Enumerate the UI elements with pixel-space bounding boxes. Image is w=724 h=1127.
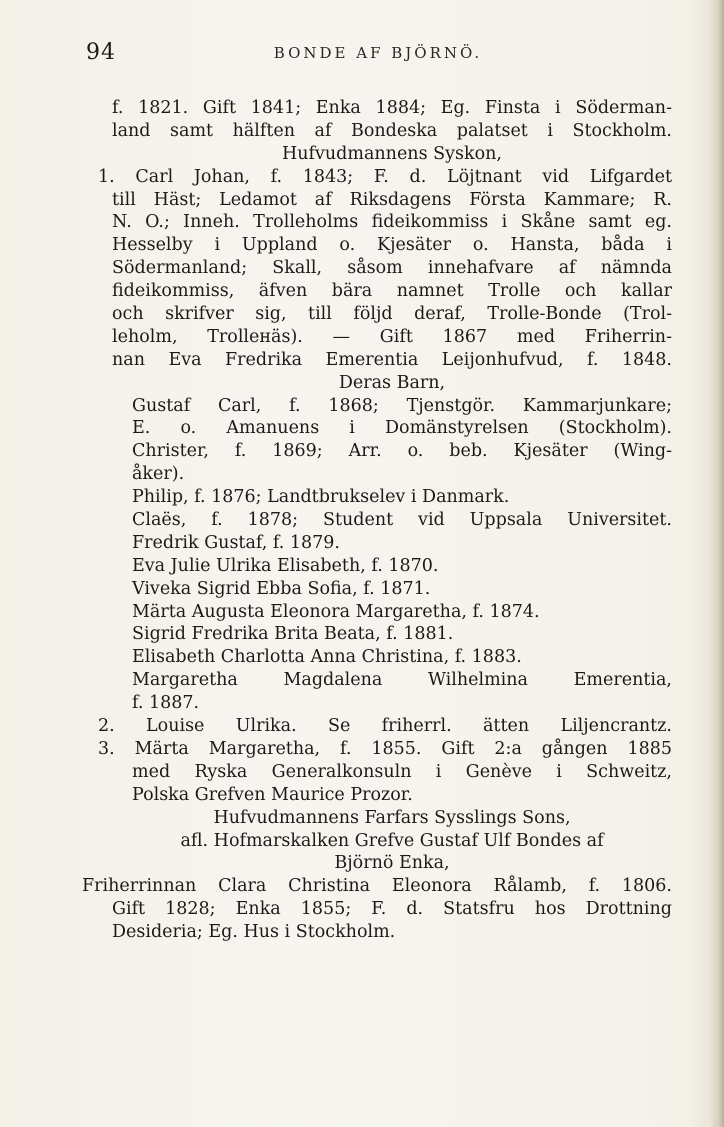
section-heading: afl. Hofmarskalken Grefve Gustaf Ulf Bondes af: [180, 830, 604, 851]
text-line: Hesselby i Uppland o. Kjesäter o. Hansta, båda i: [112, 235, 672, 256]
text-line: E. o. Amanuens i Domänstyrelsen (Stockholm).: [132, 418, 672, 439]
text-line: Gustaf Carl, f. 1868; Tjenstgör. Kammarjunkare;: [132, 395, 672, 416]
text-line: 1. Carl Johan, f. 1843; F. d. Löjtnant vid Lifgardet: [98, 166, 672, 187]
text-line: Desideria; Eg. Hus i Stockholm.: [112, 922, 396, 943]
text-line: Gift 1828; Enka 1855; F. d. Statsfru hos Drottning: [112, 899, 672, 920]
text-line: 2. Louise Ulrika. Se friherrl. ätten Liljencrantz.: [98, 716, 672, 737]
text-line: åker).: [132, 464, 185, 485]
text-line: Märta Augusta Eleonora Margaretha, f. 1874.: [132, 601, 540, 622]
text-line: Fredrik Gustaf, f. 1879.: [132, 532, 340, 553]
page-body: [82, 97, 672, 944]
text-line: 3. Märta Margaretha, f. 1855. Gift 2:a gången 1885: [98, 738, 672, 759]
text-line: och skrifver sig, till följd deraf, Trolle-Bonde (Trol-: [112, 304, 672, 325]
text-line: fideikommiss, äfven bära namnet Trolle och kallar: [112, 281, 672, 302]
text-line: Claës, f. 1878; Student vid Uppsala Universitet.: [132, 510, 672, 531]
text-line: Christer, f. 1869; Arr. o. beb. Kjesäter (Wing-: [132, 441, 672, 462]
text-line: med Ryska Generalkonsuln i Genève i Schweitz,: [132, 761, 672, 782]
text-line: Viveka Sigrid Ebba Sofia, f. 1871.: [132, 578, 431, 599]
section-heading: Björnö Enka,: [334, 853, 450, 874]
section-heading: Deras Barn,: [338, 372, 446, 393]
page-edge-shadow: [710, 0, 724, 1127]
section-heading: Hufvudmannens Syskon,: [282, 143, 502, 164]
text-line: f. 1887.: [132, 693, 200, 714]
text-line: Sigrid Fredrika Brita Beata, f. 1881.: [132, 624, 454, 645]
page-header: [86, 40, 670, 70]
text-line: nan Eva Fredrika Emerentia Leijonhufvud, f. 1848.: [112, 349, 672, 370]
text-line: leholm, Trolleнäs). — Gift 1867 med Friherrin-: [112, 326, 672, 347]
section-heading: Hufvudmannens Farfars Sysslings Sons,: [213, 807, 571, 828]
text-line: Eva Julie Ulrika Elisabeth, f. 1870.: [132, 555, 439, 576]
running-title: BONDE AF BJÖRNÖ.: [273, 44, 483, 62]
text-line: Elisabeth Charlotta Anna Christina, f. 1883.: [132, 647, 522, 668]
text-line: Södermanland; Skall, såsom innehafvare af nämnda: [112, 258, 672, 279]
text-line: Philip, f. 1876; Landtbrukselev i Danmark.: [132, 487, 510, 508]
text-line: Polska Grefven Maurice Prozor.: [132, 784, 413, 805]
text-line: N. O.; Inneh. Trolleholms fideikommiss i Skåne samt eg.: [112, 212, 672, 233]
page-number: 94: [86, 40, 116, 65]
text-line: Margaretha Magdalena Wilhelmina Emerentia,: [132, 670, 672, 691]
text-line: till Häst; Ledamot af Riksdagens Första Kammare; R.: [112, 189, 672, 210]
text-line: land samt hälften af Bondeska palatset i Stockholm.: [112, 120, 672, 141]
text-line: Friherrinnan Clara Christina Eleonora Rålamb, f. 1806.: [82, 876, 672, 897]
text-line: f. 1821. Gift 1841; Enka 1884; Eg. Finsta i Söderman-: [112, 98, 672, 118]
